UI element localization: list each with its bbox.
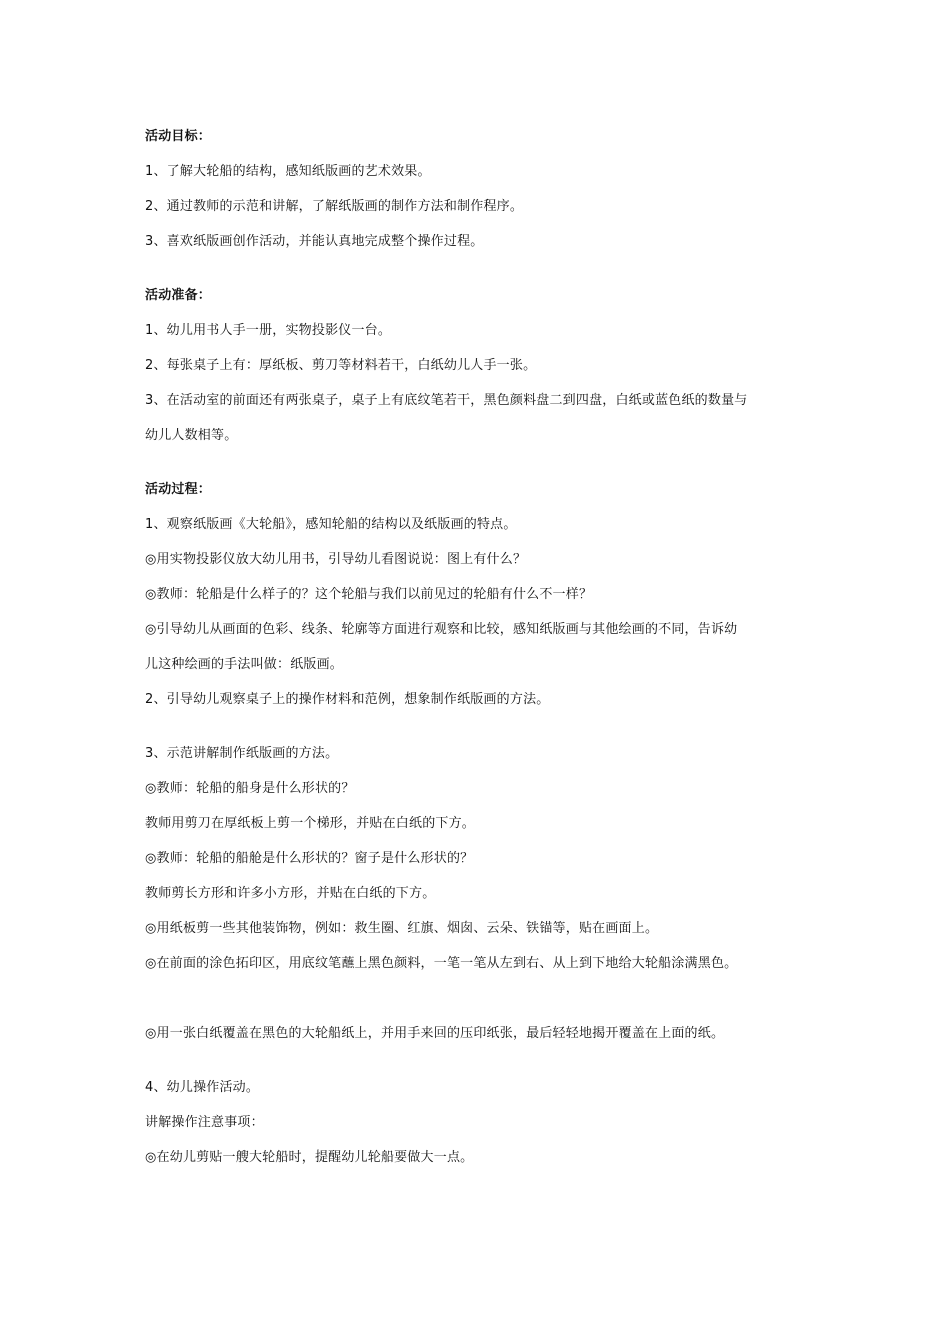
process-line-15: 4、幼儿操作活动。 — [145, 1080, 260, 1095]
preparation-item-3: 3、在活动室的前面还有两张桌子，桌子上有底纹笔若干，黑色颜料盘二到四盘，白纸或蓝色纸的数量与 — [145, 393, 748, 408]
goal-item-2: 2、通过教师的示范和讲解，了解纸版画的制作方法和制作程序。 — [145, 199, 524, 214]
preparation-item-1: 1、幼儿用书人手一册，实物投影仪一台。 — [145, 323, 392, 338]
process-line-5: 儿这种绘画的手法叫做：纸版画。 — [145, 657, 344, 672]
process-line-2: ◎用实物投影仪放大幼儿用书，引导幼儿看图说说：图上有什么？ — [145, 552, 527, 567]
process-line-7: 3、示范讲解制作纸版画的方法。 — [145, 746, 339, 761]
process-line-4: ◎引导幼儿从画面的色彩、线条、轮廓等方面进行观察和比较，感知纸版画与其他绘画的不同，告诉幼 — [145, 622, 738, 637]
process-line-9: 教师用剪刀在厚纸板上剪一个梯形，并贴在白纸的下方。 — [145, 816, 476, 831]
process-line-10: ◎教师：轮船的船舱是什么形状的？窗子是什么形状的？ — [145, 851, 474, 866]
process-line-16: 讲解操作注意事项： — [145, 1115, 264, 1130]
goal-item-3: 3、喜欢纸版画创作活动，并能认真地完成整个操作过程。 — [145, 234, 484, 249]
preparation-heading: 活动准备： — [145, 288, 212, 303]
process-line-13: ◎在前面的涂色拓印区，用底纹笔蘸上黑色颜料，一笔一笔从左到右、从上到下地给大轮船涂满黑色。 — [145, 956, 738, 971]
process-line-1: 1、观察纸版画《大轮船》，感知轮船的结构以及纸版画的特点。 — [145, 517, 517, 532]
process-line-14: ◎用一张白纸覆盖在黑色的大轮船纸上，并用手来回的压印纸张，最后轻轻地揭开覆盖在上面的纸。 — [145, 1026, 725, 1041]
process-line-12: ◎用纸板剪一些其他装饰物，例如：救生圈、红旗、烟囱、云朵、铁锚等，贴在画面上。 — [145, 921, 659, 936]
process-line-8: ◎教师：轮船的船身是什么形状的？ — [145, 781, 355, 796]
process-heading: 活动过程： — [145, 482, 212, 497]
preparation-item-3-continued: 幼儿人数相等。 — [145, 428, 238, 443]
goal-item-1: 1、了解大轮船的结构，感知纸版画的艺术效果。 — [145, 164, 431, 179]
goals-heading: 活动目标： — [145, 129, 212, 144]
process-line-11: 教师剪长方形和许多小方形，并贴在白纸的下方。 — [145, 886, 436, 901]
process-line-6: 2、引导幼儿观察桌子上的操作材料和范例，想象制作纸版画的方法。 — [145, 692, 550, 707]
process-line-3: ◎教师：轮船是什么样子的？这个轮船与我们以前见过的轮船有什么不一样？ — [145, 587, 593, 602]
process-line-17: ◎在幼儿剪贴一艘大轮船时，提醒幼儿轮船要做大一点。 — [145, 1150, 474, 1165]
preparation-item-2: 2、每张桌子上有：厚纸板、剪刀等材料若干，白纸幼儿人手一张。 — [145, 358, 537, 373]
